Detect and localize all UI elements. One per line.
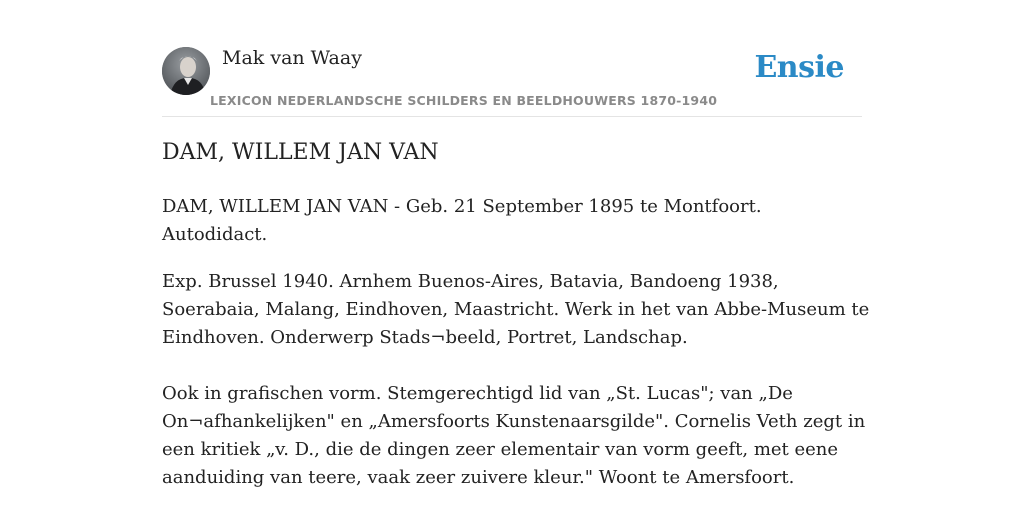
ensie-logo[interactable]: Ensie (754, 50, 844, 85)
lexicon-title[interactable]: LEXICON NEDERLANDSCHE SCHILDERS EN BEELDHOUWERS 1870-1940 (210, 93, 718, 108)
article-paragraph-membership-text: Ook in grafischen vorm. Stemgerechtigd lid van „St. Lucas"; van „De On¬afhankelijken" en „Amersfoorts Kunstenaarsgilde". Cornelis Veth zegt in een kritiek „v. D., die de dingen zeer elementair van vorm geeft, met eene aanduiding van teere, vaak zeer zuivere kleur." Woont te Amersfoort. (162, 383, 866, 488)
article-paragraph-intro: DAM, WILLEM JAN VAN - Geb. 21 September 1895 te Montfoort. Autodidact. (162, 196, 762, 245)
author-name[interactable]: Mak van Waay (222, 47, 362, 69)
article-body (162, 193, 872, 511)
author-avatar[interactable] (162, 47, 210, 95)
article-paragraph-exhibitions (162, 268, 872, 492)
page-header (162, 46, 862, 117)
article-title: DAM, WILLEM JAN VAN (162, 140, 439, 165)
article-paragraph-exhibitions-text: Exp. Brussel 1940. Arnhem Buenos-Aires, Batavia, Bandoeng 1938, Soerabaia, Malang, Eindhoven, Maastricht. Werk in het van Abbe-Museum te Eindhoven. Onderwerp Stads¬beeld, Portret, Landschap. (162, 271, 870, 348)
portrait-icon (162, 47, 210, 95)
